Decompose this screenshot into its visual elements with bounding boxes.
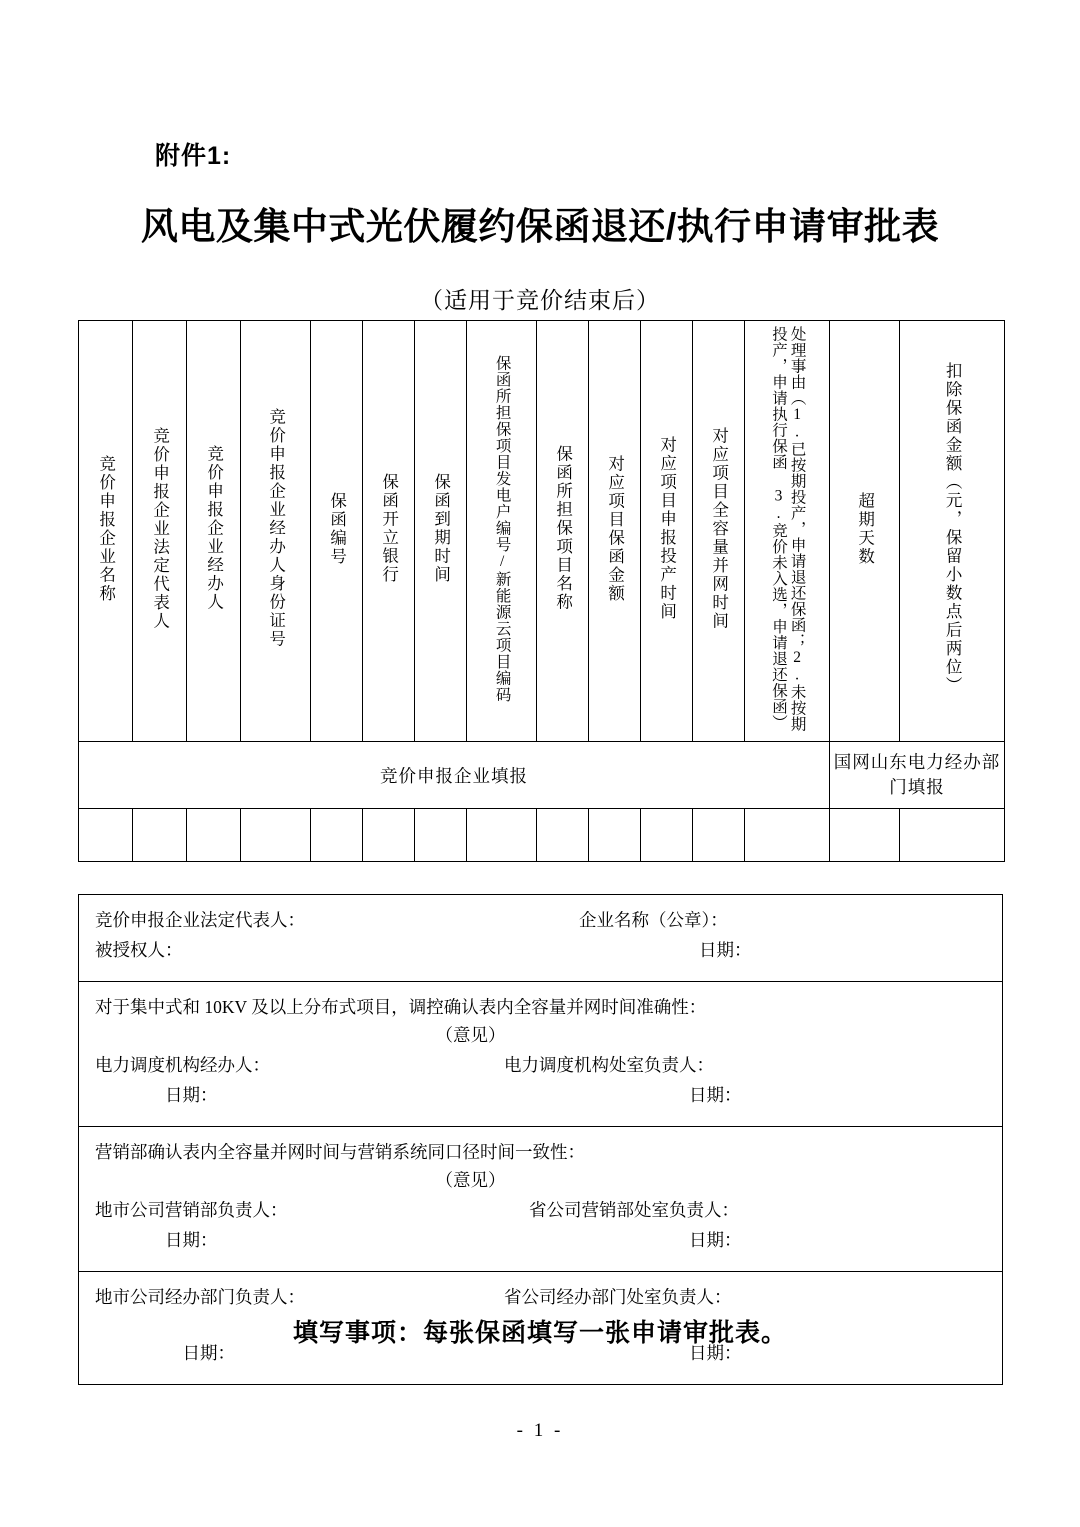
label-date: 日期： <box>689 1343 742 1363</box>
header-cell-legal-representative <box>133 321 187 742</box>
signature-sections <box>78 894 1003 1385</box>
signature-line <box>79 907 1002 937</box>
cell-project-name[interactable] <box>537 809 589 862</box>
header-cell-full-capacity-grid-time <box>693 321 745 742</box>
label-date: 日期： <box>95 1085 218 1105</box>
cell-guarantee-amount[interactable] <box>589 809 641 862</box>
cell-guarantee-number[interactable] <box>311 809 363 862</box>
opinion-label: （意见） <box>435 1025 506 1045</box>
header-label: 保函所担保项目名称 <box>553 445 573 612</box>
signature-line <box>79 1082 1002 1112</box>
signature-line <box>79 1227 1002 1257</box>
label-date: 日期： <box>689 1230 742 1250</box>
marketing-statement <box>79 1139 1002 1167</box>
page-title: 风电及集中式光伏履约保函退还/执行申请审批表 <box>140 206 940 247</box>
table-header-row <box>79 321 1005 742</box>
cell-agent[interactable] <box>187 809 241 862</box>
label-province-marketing-office-head: 省公司营销部处室负责人： <box>529 1200 739 1220</box>
label-province-department-office-head: 省公司经办部门处室负责人： <box>504 1287 732 1307</box>
label-date: 日期： <box>699 940 752 960</box>
cell-expiry-time[interactable] <box>415 809 467 862</box>
header-label: 竞价申报企业经办人 <box>204 445 224 612</box>
dispatch-statement-text: 对于集中式和 10KV 及以上分布式项目，调控确认表内全容量并网时间准确性： <box>95 997 707 1017</box>
cell-enterprise-name[interactable] <box>79 809 133 862</box>
marketing-statement-text: 营销部确认表内全容量并网时间与营销系统同口径时间一致性： <box>95 1142 585 1162</box>
label-dispatch-office-head: 电力调度机构处室负责人： <box>504 1055 714 1075</box>
header-label: 保函到期时间 <box>431 473 451 584</box>
cell-agent-id[interactable] <box>241 809 311 862</box>
signature-block-marketing <box>78 1127 1003 1272</box>
label-city-department-head: 地市公司经办部门负责人： <box>95 1287 305 1307</box>
fill-by-grid-department: 国网山东电力经办部门填报 <box>830 742 1005 809</box>
label-authorized-person: 被授权人： <box>95 940 183 960</box>
cell-project-code[interactable] <box>467 809 537 862</box>
label-date: 日期： <box>95 1343 235 1363</box>
cell-overdue-days[interactable] <box>830 809 900 862</box>
header-cell-handling-reason <box>745 321 830 742</box>
marketing-opinion <box>79 1167 1002 1197</box>
cell-handling-reason[interactable] <box>745 809 830 862</box>
label-dispatch-agent: 电力调度机构经办人： <box>95 1055 270 1075</box>
cell-issuing-bank[interactable] <box>363 809 415 862</box>
header-cell-agent <box>187 321 241 742</box>
header-cell-overdue-days <box>830 321 900 742</box>
header-cell-deduction-amount <box>900 321 1005 742</box>
header-cell-issuing-bank <box>363 321 415 742</box>
page-subtitle: （适用于竞价结束后） <box>420 288 660 313</box>
signature-line <box>79 1197 1002 1227</box>
header-label: 保函所担保项目发电户编号/新能源云项目编码 <box>493 354 511 703</box>
header-cell-project-name <box>537 321 589 742</box>
signature-block-dispatch <box>78 982 1003 1127</box>
header-label: 竞价申报企业法定代表人 <box>150 426 170 631</box>
label-legal-representative: 竞价申报企业法定代表人： <box>95 910 305 930</box>
footer-note: 填写事项：每张保函填写一张申请审批表。 <box>292 1319 787 1347</box>
header-cell-agent-id <box>241 321 311 742</box>
signature-line <box>79 1284 1002 1314</box>
cell-declared-production-time[interactable] <box>641 809 693 862</box>
header-label: 保函编号 <box>327 491 347 566</box>
label-city-marketing-head: 地市公司营销部负责人： <box>95 1200 288 1220</box>
page-number: - 1 - <box>516 1420 564 1441</box>
label-company-seal: 企业名称（公章）： <box>579 910 728 930</box>
header-label: 竞价申报企业经办人身份证号 <box>266 408 286 649</box>
cell-legal-representative[interactable] <box>133 809 187 862</box>
label-date: 日期： <box>689 1085 742 1105</box>
header-label: 处理事由（1.已按期投产，申请退还保函；2.未按期投产，申请执行保函 3.竞价未入选，申请退还保函） <box>770 325 806 732</box>
approval-form-table <box>78 320 1005 862</box>
cell-deduction-amount[interactable] <box>900 809 1005 862</box>
table-data-row[interactable] <box>79 809 1005 862</box>
cell-full-capacity-grid-time[interactable] <box>693 809 745 862</box>
signature-block-enterprise <box>78 894 1003 982</box>
header-cell-declared-production-time <box>641 321 693 742</box>
opinion-label: （意见） <box>435 1170 506 1190</box>
header-cell-enterprise-name <box>79 321 133 742</box>
dispatch-opinion <box>79 1022 1002 1052</box>
header-label: 扣除保函金额（元，保留小数点后两位） <box>943 362 963 695</box>
header-label: 超期天数 <box>855 491 875 566</box>
attachment-label: 附件1: <box>155 142 232 170</box>
label-date: 日期： <box>95 1230 218 1250</box>
header-cell-guarantee-number <box>311 321 363 742</box>
header-label: 对应项目申报投产时间 <box>657 436 677 621</box>
header-cell-expiry-time <box>415 321 467 742</box>
header-cell-guarantee-amount <box>589 321 641 742</box>
table-fill-by-row <box>79 742 1005 809</box>
signature-line <box>79 1052 1002 1082</box>
header-cell-project-code <box>467 321 537 742</box>
dispatch-statement <box>79 994 1002 1022</box>
header-label: 竞价申报企业名称 <box>96 454 116 603</box>
header-label: 对应项目保函金额 <box>605 454 625 603</box>
header-label: 保函开立银行 <box>379 473 399 584</box>
fill-by-enterprise: 竞价申报企业填报 <box>79 742 830 809</box>
header-label: 对应项目全容量并网时间 <box>709 426 729 631</box>
signature-line <box>79 937 1002 967</box>
